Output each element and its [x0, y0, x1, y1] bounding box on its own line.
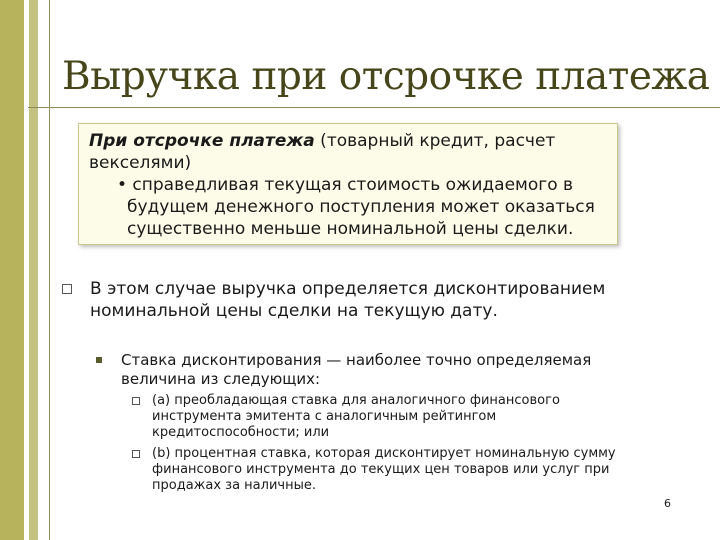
square-bullet-icon [62, 284, 72, 294]
box-sub-line-1: • справедливая текущая стоимость ожидаемого в [117, 175, 574, 195]
bullet-point-3b-text: (b) процентная ставка, которая дисконтирует номинальную сумму финансового инструмента до текущих цен товаров или услуг при продажах за наличные. [152, 446, 616, 493]
bullet-point-3a [132, 393, 632, 441]
slide-title: Выручка при отсрочке платежа [62, 54, 710, 99]
filled-square-bullet-icon [96, 357, 102, 363]
bullet-point-1 [62, 278, 662, 322]
box-sub-line-3: существенно меньше номинальной цены сделки. [127, 219, 574, 239]
bullet-point-1-text: В этом случае выручка определяется дисконтированием номинальной цены сделки на текущую дату. [90, 279, 606, 321]
page-number: 6 [664, 497, 671, 510]
square-bullet-icon [132, 450, 140, 458]
box-lead-rest: (товарный кредит, расчет векселями) [89, 131, 556, 173]
box-intro [89, 130, 607, 174]
bullet-point-2 [95, 351, 635, 389]
decorative-side-bar [0, 0, 24, 540]
vertical-divider [49, 0, 50, 540]
highlight-box [78, 123, 618, 245]
box-lead: При отсрочке платежа [89, 131, 315, 151]
title-underline [28, 107, 720, 108]
decorative-side-bar-thin [29, 0, 38, 540]
bullet-point-3b [132, 446, 632, 494]
box-sub-line-2: будущем денежного поступления может оказаться [127, 197, 595, 217]
bullet-point-2-text: Ставка дисконтирования — наиболее точно определяемая величина из следующих: [121, 351, 592, 388]
square-bullet-icon [132, 397, 140, 405]
bullet-point-3a-text: (а) преобладающая ставка для аналогичного финансового инструмента эмитента с аналогичным рейтингом кредитоспособности; или [152, 393, 560, 440]
